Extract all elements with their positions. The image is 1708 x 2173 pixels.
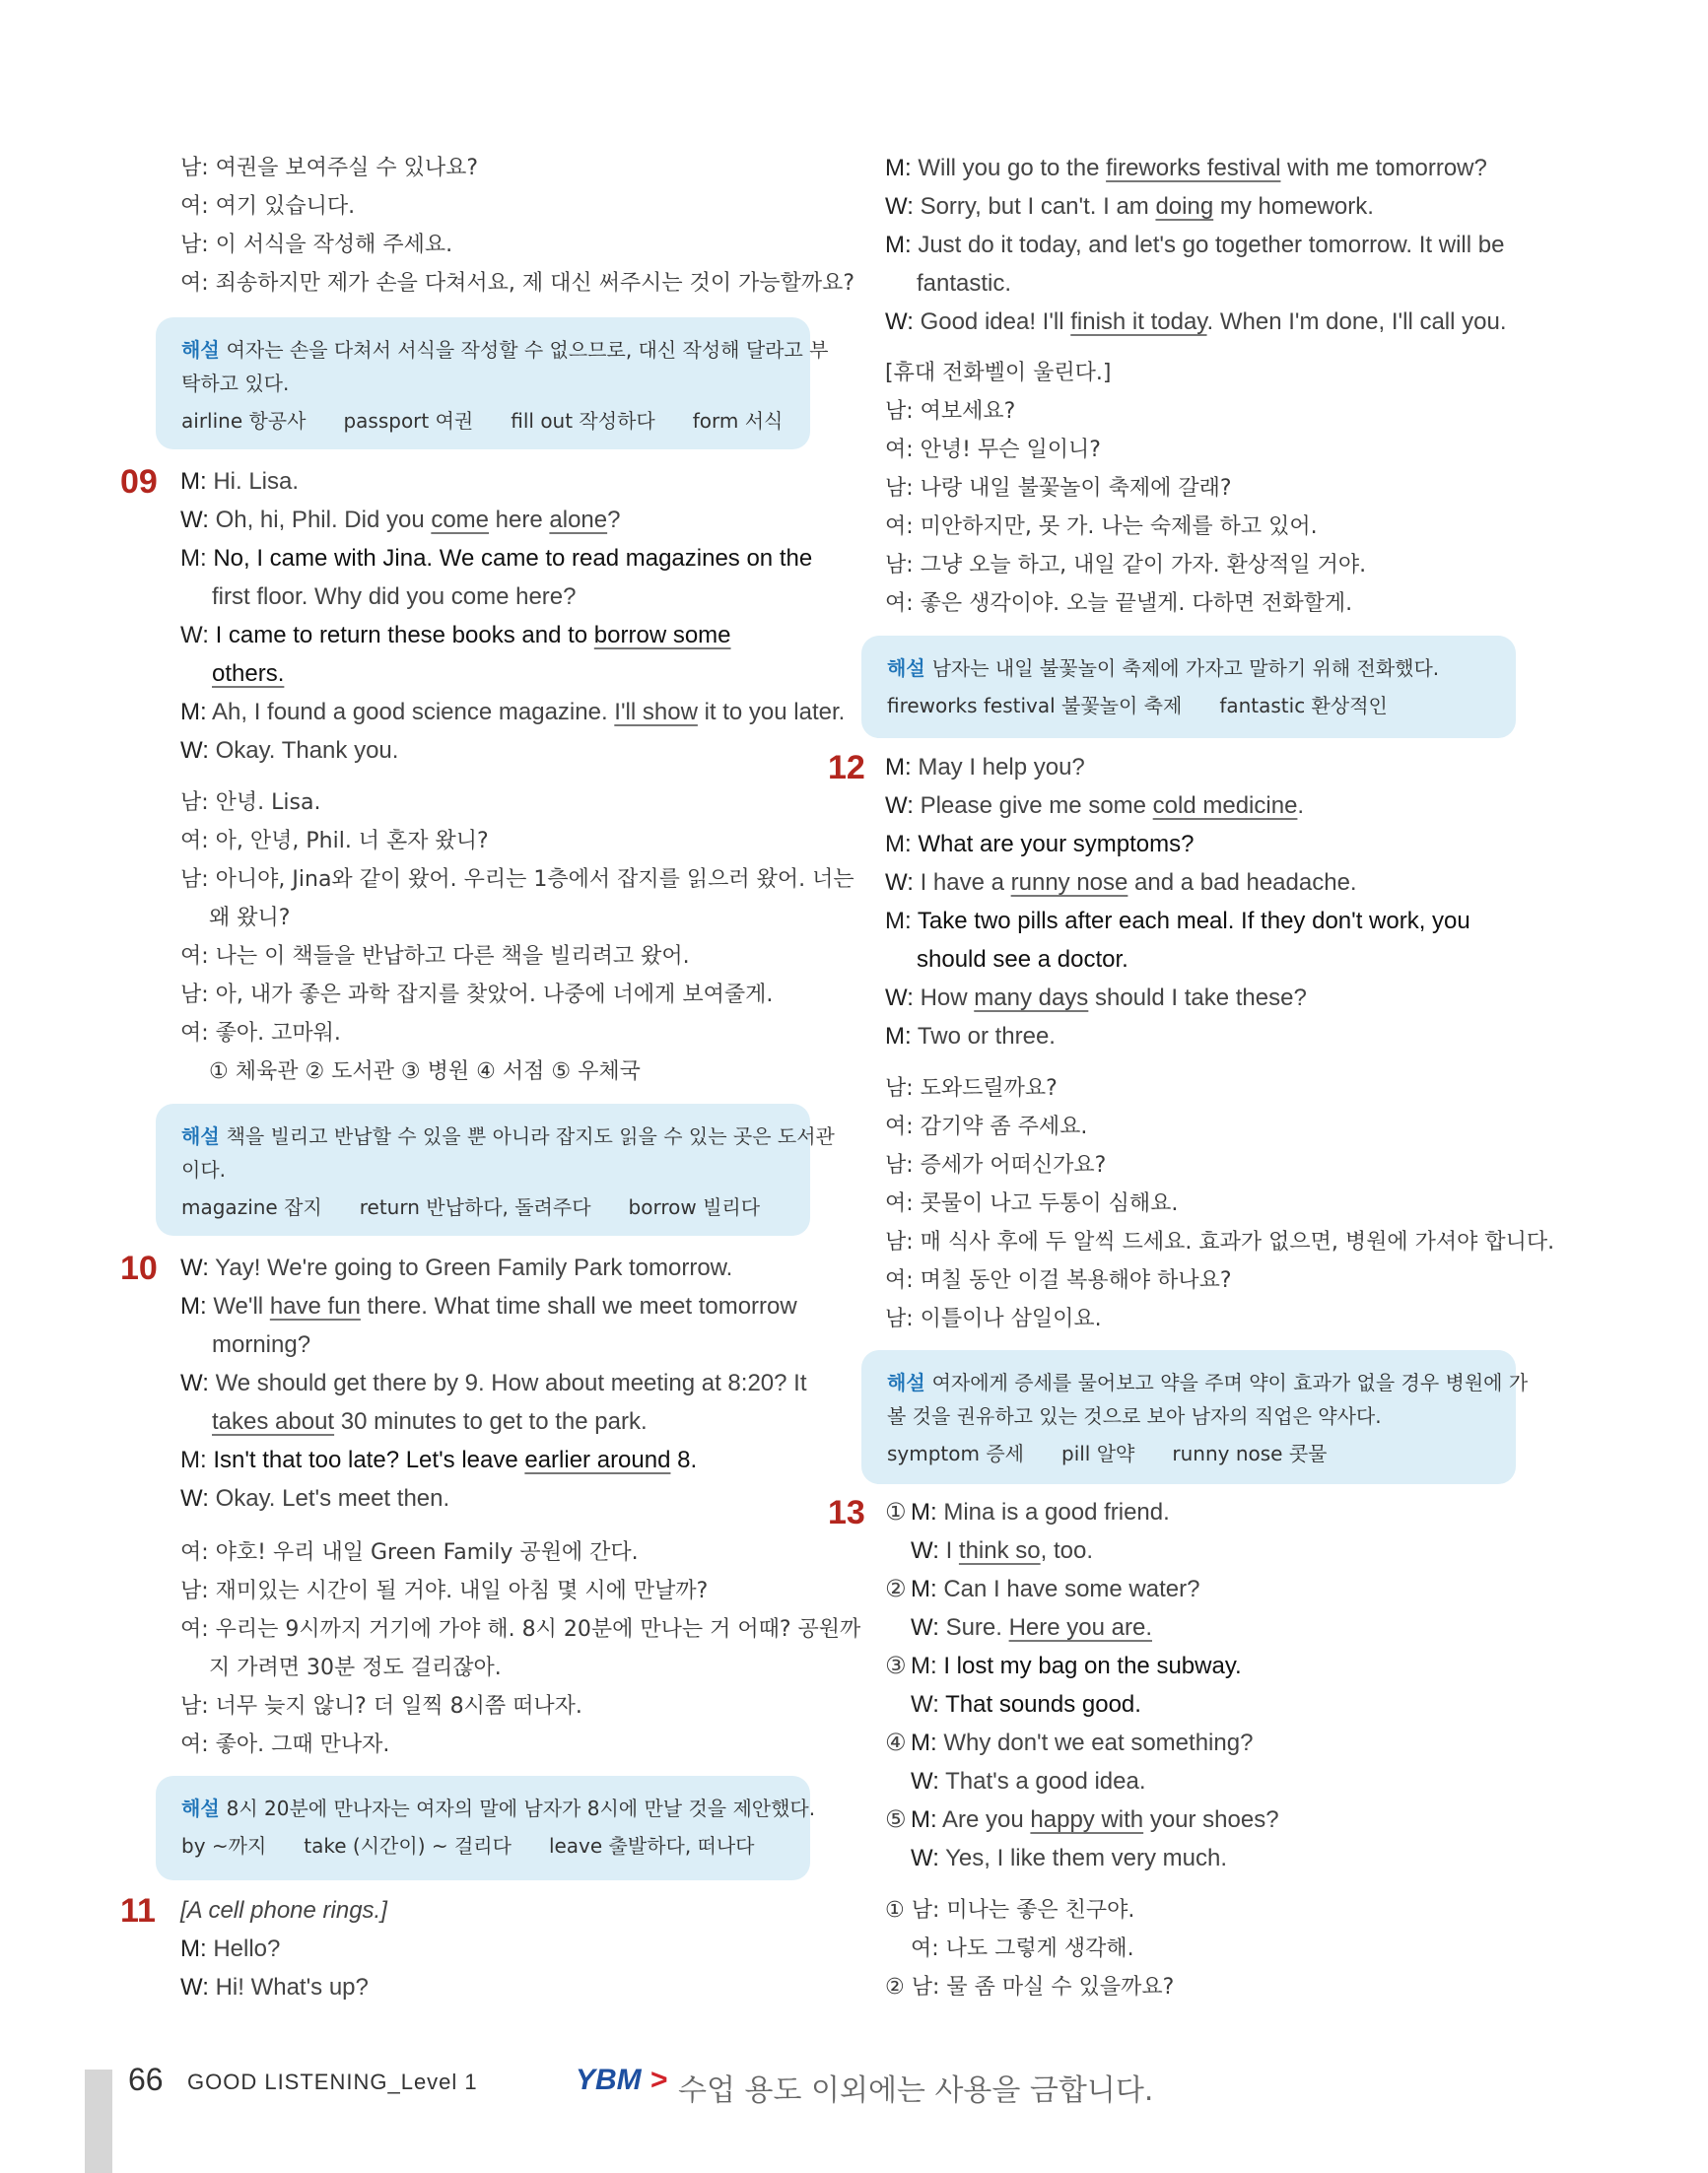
dialogue-line: [911, 1609, 1152, 1647]
dialogue-line: [180, 1892, 387, 1930]
vocab-item: form 서식: [692, 409, 784, 433]
explanation-text: 해설 8시 20분에 만나자는 여자의 말에 남자가 8시에 만날 것을 제안했다.: [181, 1797, 816, 1820]
vocab-item: return 반납하다, 돌려주다: [359, 1195, 591, 1219]
option-number: ②: [885, 1576, 907, 1602]
dialogue-line: [180, 617, 731, 654]
speaker-label: M:: [180, 1447, 214, 1473]
dialogue-text: Please give me some cold medicine.: [920, 792, 1305, 819]
question-number: 10: [120, 1250, 158, 1287]
dialogue-text: Isn't that too late? Let's leave earlier around 8.: [213, 1447, 698, 1473]
explanation-box: [156, 317, 829, 449]
vocab-list: [181, 404, 820, 438]
explanation-tag: 해설: [181, 338, 227, 362]
translation-line: 남: 증세가 어떠신가요?: [885, 1153, 1107, 1178]
dialogue-text: Yes, I like them very much.: [945, 1845, 1228, 1871]
explanation-box: [861, 636, 1516, 738]
vocab-item: by ~까지: [181, 1834, 267, 1858]
explanation-tag: 해설: [181, 1797, 227, 1820]
vocab-list: [887, 1437, 1364, 1470]
vocab-item: pill 알약: [1061, 1442, 1135, 1465]
dialogue-text: What are your symptoms?: [918, 831, 1195, 857]
translation-line: 왜 왔니?: [209, 906, 291, 930]
vocab-item: borrow 빌리다: [628, 1195, 761, 1219]
vocab-item: symptom 증세: [887, 1442, 1024, 1465]
dialogue-line: [885, 826, 1194, 863]
translation-line: 여: 며칠 동안 이걸 복용해야 하나요?: [885, 1268, 1232, 1293]
speaker-label: W:: [180, 1485, 216, 1512]
explanation-text: 볼 것을 권유하고 있는 것으로 보아 남자의 직업은 약사다.: [887, 1404, 1382, 1428]
vocab-item: magazine 잡지: [181, 1195, 322, 1219]
dialogue-text: Hello?: [213, 1935, 281, 1962]
dialogue-line: [180, 1365, 807, 1402]
dialogue-text: first floor. Why did you come here?: [212, 583, 577, 610]
speaker-label: M:: [911, 1576, 944, 1602]
dialogue-line: [180, 1480, 449, 1518]
dialogue-text: Just do it today, and let's go together tomorrow. It will be: [918, 232, 1505, 258]
translation-line: 남: 아니야, Jina와 같이 왔어. 우리는 1층에서 잡지를 읽으러 왔어. 너는: [180, 867, 854, 892]
dialogue-text: May I help you?: [918, 754, 1085, 781]
speaker-label: W:: [180, 507, 216, 533]
option-number: ④: [885, 1730, 907, 1756]
explanation-box: [861, 1350, 1529, 1484]
dialogue-line: [911, 1686, 1141, 1724]
speaker-label: W:: [911, 1768, 946, 1795]
dialogue-line: [885, 304, 1507, 341]
explanation-tag: 해설: [887, 1371, 932, 1394]
dialogue-line: [917, 941, 1128, 979]
explanation-box: [156, 1104, 835, 1236]
dialogue-text: takes about 30 minutes to get to the park.: [212, 1408, 648, 1435]
translation-line: 여: 좋은 생각이야. 오늘 끝낼게. 다하면 전화할게.: [885, 591, 1353, 616]
dialogue-line: [212, 1326, 310, 1364]
dialogue-line: [212, 1403, 648, 1441]
dialogue-text: Will you go to the fireworks festival with me tomorrow?: [918, 155, 1487, 181]
explanation-text: 해설 여자에게 증세를 물어보고 약을 주며 약이 효과가 없을 경우 병원에 가: [887, 1371, 1529, 1394]
vocab-list: [181, 1829, 792, 1863]
translation-line: 남: 여보세요?: [885, 399, 1016, 424]
translation-line: ① 남: 미나는 좋은 친구야.: [885, 1898, 1135, 1923]
translation-line: 남: 그냥 오늘 하고, 내일 같이 가자. 환상적일 거야.: [885, 553, 1367, 577]
dialogue-text: Ah, I found a good science magazine. I'll show it to you later.: [212, 699, 846, 725]
dialogue-line: [911, 1494, 1170, 1531]
translation-line: 여: 좋아. 그때 만나자.: [180, 1732, 390, 1757]
option-number: ⑤: [885, 1806, 907, 1833]
dialogue-text: Take two pills after each meal. If they don't work, you: [917, 908, 1470, 934]
dialogue-text: Why don't we eat something?: [943, 1730, 1254, 1756]
explanation-tag: 해설: [181, 1124, 227, 1148]
explanation-text: 해설 책을 빌리고 반납할 수 있을 뿐 아니라 잡지도 읽을 수 있는 곳은 도서관: [181, 1124, 835, 1148]
dialogue-line: [885, 227, 1504, 264]
ybm-logo: YBM: [576, 2064, 642, 2096]
translation-line: 남: 이틀이나 삼일이요.: [885, 1307, 1102, 1331]
dialogue-line: [885, 787, 1304, 825]
dialogue-text: Can I have some water?: [943, 1576, 1200, 1602]
speaker-label: M:: [180, 468, 214, 495]
speaker-label: W:: [911, 1537, 946, 1564]
dialogue-text: I came to return these books and to borrow some: [215, 622, 731, 648]
dialogue-text: Sorry, but I can't. I am doing my homework.: [920, 193, 1374, 220]
speaker-label: M:: [180, 545, 214, 572]
dialogue-text: Hi. Lisa.: [213, 468, 300, 495]
translation-line: 여: 안녕! 무슨 일이니?: [885, 438, 1101, 462]
dialogue-line: [917, 265, 1011, 303]
dialogue-text: Okay. Thank you.: [215, 737, 399, 764]
speaker-label: M:: [180, 699, 213, 725]
dialogue-text: I have a runny nose and a bad headache.: [920, 869, 1357, 896]
dialogue-line: [180, 1442, 697, 1479]
dialogue-text: Hi! What's up?: [215, 1974, 369, 2001]
explanation-text: 해설 남자는 내일 불꽃놀이 축제에 가자고 말하기 위해 전화했다.: [887, 656, 1440, 680]
dialogue-text: fantastic.: [917, 270, 1012, 297]
speaker-label: M:: [180, 1293, 214, 1320]
dialogue-line: [885, 150, 1487, 187]
question-number: 11: [120, 1892, 156, 1930]
speaker-label: W:: [180, 1255, 216, 1281]
vocab-list: [181, 1190, 797, 1224]
dialogue-line: [180, 502, 620, 539]
dialogue-text: Oh, hi, Phil. Did you come here alone?: [215, 507, 621, 533]
speaker-label: W:: [885, 985, 921, 1011]
dialogue-line: [885, 749, 1085, 786]
explanation-text: 탁하고 있다.: [181, 372, 290, 395]
speaker-label: M:: [911, 1653, 944, 1679]
translation-line: 여: 감기약 좀 주세요.: [885, 1115, 1088, 1139]
translation-line: ① 체육관 ② 도서관 ③ 병원 ④ 서점 ⑤ 우체국: [209, 1059, 641, 1084]
explanation-text: 이다.: [181, 1158, 226, 1182]
dialogue-text: should see a doctor.: [917, 946, 1128, 973]
dialogue-text: I lost my bag on the subway.: [943, 1653, 1242, 1679]
vocab-item: airline 항공사: [181, 409, 307, 433]
footer-bar: [85, 2070, 112, 2173]
dialogue-line: [885, 1018, 1056, 1055]
translation-line: 여: 나도 그렇게 생각해.: [911, 1936, 1134, 1961]
speaker-label: W:: [911, 1845, 946, 1871]
dialogue-line: [911, 1763, 1146, 1800]
question-number: 13: [828, 1494, 865, 1531]
dialogue-text: [A cell phone rings.]: [180, 1897, 387, 1924]
dialogue-line: [911, 1532, 1093, 1570]
translation-line: 남: 이 서식을 작성해 주세요.: [180, 233, 453, 257]
dialogue-line: [212, 578, 577, 616]
translation-line: 여: 죄송하지만 제가 손을 다쳐서요, 제 대신 써주시는 것이 가능할까요?: [180, 271, 855, 296]
dialogue-text: How many days should I take these?: [920, 985, 1307, 1011]
speaker-label: W:: [180, 622, 216, 648]
dialogue-text: Sure. Here you are.: [945, 1614, 1152, 1641]
dialogue-text: Good idea! I'll finish it today. When I'm done, I'll call you.: [920, 308, 1507, 335]
speaker-label: W:: [885, 792, 921, 819]
dialogue-line: [885, 864, 1357, 902]
dialogue-text: Two or three.: [917, 1023, 1056, 1050]
speaker-label: W:: [911, 1614, 946, 1641]
speaker-label: M:: [180, 1935, 214, 1962]
speaker-label: M:: [885, 754, 919, 781]
chevron-icon: >: [650, 2064, 668, 2096]
translation-line: 남: 아, 내가 좋은 과학 잡지를 찾았어. 나중에 너에게 보여줄게.: [180, 983, 774, 1007]
option-number: ①: [885, 1499, 907, 1526]
dialogue-line: [885, 980, 1307, 1017]
vocab-item: fantastic 환상적인: [1219, 694, 1388, 717]
vocab-item: leave 출발하다, 떠나다: [548, 1834, 755, 1858]
dialogue-text: I think so, too.: [945, 1537, 1093, 1564]
vocab-item: take (시간이) ~ 걸리다: [304, 1834, 512, 1858]
translation-line: 남: 재미있는 시간이 될 거야. 내일 아침 몇 시에 만날까?: [180, 1579, 709, 1603]
dialogue-line: [180, 1250, 732, 1287]
dialogue-text: Yay! We're going to Green Family Park tomorrow.: [215, 1255, 733, 1281]
translation-line: 남: 너무 늦지 않니? 더 일찍 8시쯤 떠나자.: [180, 1694, 582, 1719]
dialogue-line: [911, 1725, 1253, 1762]
vocab-item: runny nose 콧물: [1172, 1442, 1328, 1465]
speaker-label: W:: [180, 1370, 216, 1396]
translation-line: 여: 아, 안녕, Phil. 너 혼자 왔니?: [180, 829, 489, 853]
translation-line: 여: 나는 이 책들을 반납하고 다른 책을 빌리려고 왔어.: [180, 944, 690, 969]
speaker-label: M:: [885, 155, 919, 181]
speaker-label: M:: [911, 1499, 944, 1526]
translation-line: 남: 여권을 보여주실 수 있나요?: [180, 156, 479, 180]
translation-line: 남: 안녕. Lisa.: [180, 790, 321, 815]
dialogue-line: [180, 1288, 797, 1325]
dialogue-text: We'll have fun there. What time shall we meet tomorrow: [213, 1293, 797, 1320]
dialogue-line: [911, 1840, 1227, 1877]
option-number: ③: [885, 1653, 907, 1679]
translation-line: 여: 좋아. 고마워.: [180, 1021, 341, 1046]
speaker-label: M:: [911, 1730, 944, 1756]
book-title: GOOD LISTENING_Level 1: [187, 2070, 478, 2094]
translation-line: 지 가려면 30분 정도 걸리잖아.: [209, 1656, 502, 1680]
question-number: 09: [120, 463, 158, 501]
speaker-label: M:: [885, 232, 919, 258]
speaker-label: M:: [885, 908, 918, 934]
page-number: 66: [128, 2062, 164, 2097]
dialogue-line: [212, 655, 284, 693]
dialogue-text: No, I came with Jina. We came to read magazines on the: [213, 545, 813, 572]
speaker-label: M:: [885, 831, 919, 857]
dialogue-text: That's a good idea.: [945, 1768, 1146, 1795]
dialogue-line: [885, 903, 1470, 940]
question-number: 12: [828, 749, 865, 786]
translation-line: 여: 우리는 9시까지 거기에 가야 해. 8시 20분에 만나는 거 어때? 공원까: [180, 1617, 861, 1642]
dialogue-line: [180, 463, 299, 501]
dialogue-text: Okay. Let's meet then.: [215, 1485, 450, 1512]
translation-line: 여: 콧물이 나고 두통이 심해요.: [885, 1191, 1179, 1216]
translation-line: 여: 미안하지만, 못 가. 나는 숙제를 하고 있어.: [885, 514, 1318, 539]
speaker-label: M:: [911, 1806, 943, 1833]
speaker-label: W:: [885, 308, 921, 335]
dialogue-text: Mina is a good friend.: [943, 1499, 1170, 1526]
dialogue-text: others.: [212, 660, 285, 687]
translation-line: [휴대 전화벨이 울린다.]: [885, 361, 1112, 385]
translation-line: 여: 야호! 우리 내일 Green Family 공원에 간다.: [180, 1540, 639, 1565]
speaker-label: W:: [911, 1691, 946, 1718]
dialogue-text: We should get there by 9. How about meeting at 8:20? It: [215, 1370, 807, 1396]
explanation-text: 해설 여자는 손을 다쳐서 서식을 작성할 수 없으므로, 대신 작성해 달라고 부: [181, 338, 829, 362]
speaker-label: M:: [885, 1023, 918, 1050]
speaker-label: W:: [885, 193, 921, 220]
dialogue-text: That sounds good.: [945, 1691, 1141, 1718]
vocab-item: fill out 작성하다: [511, 409, 655, 433]
dialogue-line: [180, 732, 398, 770]
dialogue-line: [180, 1969, 369, 2006]
translation-line: 여: 여기 있습니다.: [180, 194, 356, 219]
vocab-item: fireworks festival 불꽃놀이 축제: [887, 694, 1183, 717]
speaker-label: W:: [180, 737, 216, 764]
dialogue-text: morning?: [212, 1331, 311, 1358]
dialogue-line: [180, 1931, 280, 1968]
dialogue-line: [885, 188, 1374, 226]
translation-line: ② 남: 물 좀 마실 수 있을까요?: [885, 1975, 1175, 2000]
speaker-label: W:: [885, 869, 921, 896]
usage-notice: 수업 용도 이외에는 사용을 금합니다.: [678, 2073, 1154, 2108]
dialogue-line: [911, 1648, 1242, 1685]
explanation-tag: 해설: [887, 656, 932, 680]
vocab-list: [887, 689, 1425, 722]
translation-line: 남: 나랑 내일 불꽃놀이 축제에 갈래?: [885, 476, 1232, 501]
dialogue-line: [180, 694, 845, 731]
explanation-box: [156, 1776, 816, 1880]
dialogue-text: Are you happy with your shoes?: [942, 1806, 1279, 1833]
dialogue-line: [180, 540, 812, 577]
vocab-item: passport 여권: [343, 409, 474, 433]
translation-line: 남: 도와드릴까요?: [885, 1076, 1058, 1101]
translation-line: 남: 매 식사 후에 두 알씩 드세요. 효과가 없으면, 병원에 가셔야 합니다.: [885, 1230, 1555, 1255]
speaker-label: W:: [180, 1974, 216, 2001]
dialogue-line: [911, 1801, 1279, 1839]
dialogue-line: [911, 1571, 1199, 1608]
